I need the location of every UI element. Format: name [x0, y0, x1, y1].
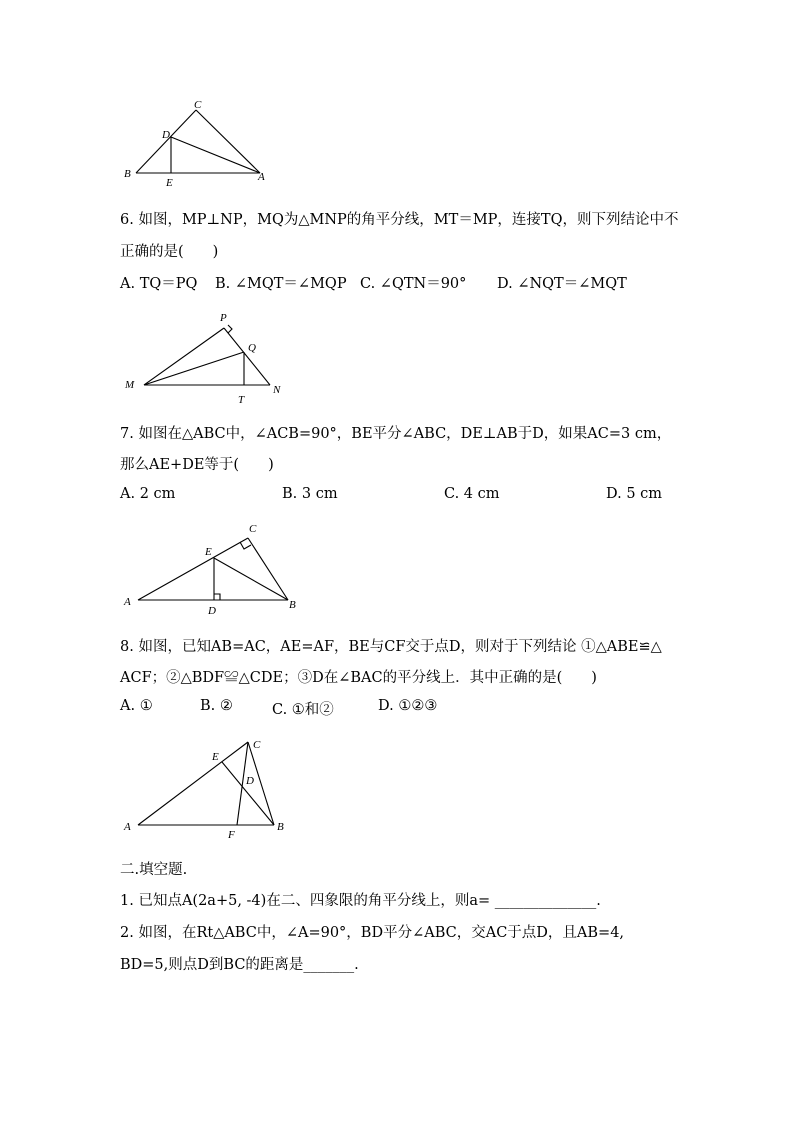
q6-figure: [120, 308, 300, 408]
label-B: B: [289, 599, 296, 611]
label-E: E: [212, 751, 219, 763]
q6-stem-line1: 6. 如图，MP⊥NP，MQ为△MNP的角平分线，MT＝MP，连接TQ，则下列结论中不: [120, 212, 679, 228]
q8-option-a: A. ①: [120, 698, 153, 714]
q7-figure: [118, 518, 318, 618]
q7-stem-line2: 那么AE+DE等于( ): [120, 457, 274, 473]
q8-option-b: B. ②: [200, 698, 233, 714]
label-E: E: [166, 177, 173, 189]
q7-stem-line1: 7. 如图在△ABC中，∠ACB=90°，BE平分∠ABC，DE⊥AB于D，如果AC=3 cm，: [120, 426, 672, 442]
label-D: D: [208, 605, 216, 617]
q7-option-a: A. 2 cm: [120, 486, 176, 502]
label-E: E: [205, 546, 212, 558]
label-B: B: [124, 168, 131, 180]
q7-option-d: D. 5 cm: [606, 486, 663, 502]
q8-option-d: D. ①②③: [378, 698, 438, 714]
fill-q1: 1. 已知点A(2a+5, -4)在二、四象限的角平分线上，则a= ______________.: [120, 893, 601, 909]
label-P: P: [220, 312, 227, 324]
label-C: C: [249, 523, 257, 535]
q6-option-d: D. ∠NQT＝∠MQT: [497, 276, 627, 292]
fill-q2-line2: BD=5,则点D到BC的距离是_______.: [120, 957, 359, 973]
label-T: T: [238, 394, 245, 406]
q8-stem-line1: 8. 如图，已知AB=AC，AE=AF，BE与CF交于点D，则对于下列结论 ①△ABE≌△: [120, 639, 662, 655]
label-A: A: [124, 821, 131, 833]
label-C: C: [194, 99, 202, 111]
q7-option-c: C. 4 cm: [444, 486, 500, 502]
label-M: M: [125, 379, 135, 391]
label-Q: Q: [248, 342, 256, 354]
q6-stem-line2: 正确的是( ): [120, 244, 219, 260]
triangle-figure-top: [118, 98, 278, 193]
q7-option-b: B. 3 cm: [282, 486, 338, 502]
q6-option-c: C. ∠QTN＝90°: [360, 276, 467, 292]
fill-q2-line1: 2. 如图，在Rt△ABC中，∠A=90°，BD平分∠ABC，交AC于点D，且AB=4,: [120, 925, 625, 941]
label-N: N: [273, 384, 281, 396]
q8-option-c: C. ①和②: [272, 702, 334, 718]
q6-option-b: B. ∠MQT＝∠MQP: [215, 276, 347, 292]
label-F: F: [228, 829, 235, 841]
label-D: D: [162, 129, 170, 141]
label-C: C: [253, 739, 261, 751]
q6-option-a: A. TQ＝PQ: [120, 276, 198, 292]
label-A: A: [258, 171, 265, 183]
section-title: 二.填空题.: [120, 862, 188, 878]
label-D: D: [246, 775, 254, 787]
label-A: A: [124, 596, 131, 608]
label-B: B: [277, 821, 284, 833]
q8-figure: [118, 732, 308, 842]
q8-stem-line2: ACF；②△BDF≌△CDE；③D在∠BAC的平分线上．其中正确的是( ): [120, 670, 597, 686]
